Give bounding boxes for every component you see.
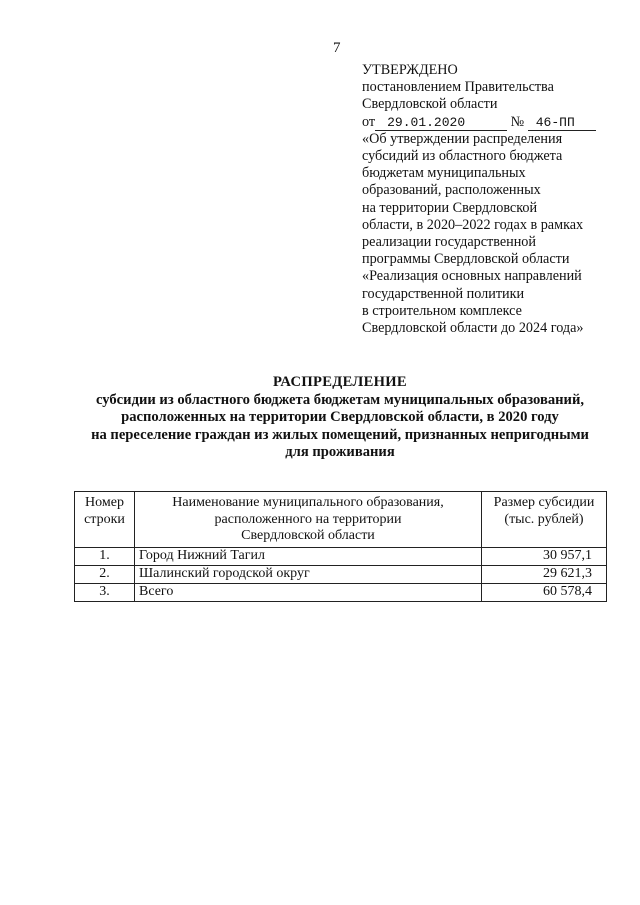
heading-title: РАСПРЕДЕЛЕНИЕ [273, 374, 407, 390]
about-line: области, в 2020–2022 годах в рамках [362, 216, 584, 233]
date-prefix: от [362, 113, 376, 130]
page-number: 7 [333, 40, 341, 56]
table-row [75, 565, 607, 583]
distribution-table [74, 491, 607, 602]
subsidy-amount: 60 578,4 [482, 583, 607, 601]
heading-line: для проживания [285, 444, 395, 461]
approval-line-2: Свердловской области [362, 96, 498, 113]
about-line: на территории Свердловской [362, 199, 538, 216]
header-row-number: Номер строки [75, 492, 135, 548]
decree-number: 46-ПП [528, 115, 596, 131]
about-line: государственной политики [362, 285, 525, 302]
row-number: 3. [75, 583, 135, 601]
about-line: программы Свердловской области [362, 251, 570, 268]
approval-block [362, 62, 612, 337]
document-heading [70, 374, 610, 462]
about-line: образований, расположенных [362, 182, 541, 199]
about-line: бюджетам муниципальных [362, 165, 526, 182]
subsidy-amount: 30 957,1 [482, 547, 607, 565]
header-subsidy-amount: Размер субсидии (тыс. рублей) [482, 492, 607, 548]
decree-date: 29.01.2020 [375, 115, 507, 131]
about-line: реализации государственной [362, 234, 536, 251]
row-number: 2. [75, 565, 135, 583]
municipality-name: Город Нижний Тагил [135, 547, 482, 565]
heading-line: расположенных на территории Свердловской области, в 2020 году [121, 409, 559, 426]
subsidy-amount: 29 621,3 [482, 565, 607, 583]
header-municipality: Наименование муниципального образования, расположенного на территории Свердловской области [135, 492, 482, 548]
table-row [75, 547, 607, 565]
about-line: субсидий из областного бюджета [362, 148, 563, 165]
approval-date-row [362, 114, 612, 131]
table-row [75, 583, 607, 601]
row-number: 1. [75, 547, 135, 565]
municipality-name: Шалинский городской округ [135, 565, 482, 583]
approval-title: УТВЕРЖДЕНО [362, 62, 458, 78]
about-line: «Реализация основных направлений [362, 268, 582, 285]
about-line: в строительном комплексе [362, 302, 522, 319]
heading-line: субсидии из областного бюджета бюджетам муниципальных образований, [96, 391, 584, 408]
number-prefix: № [510, 113, 525, 130]
municipality-name: Всего [135, 583, 482, 601]
about-line: «Об утверждении распределения [362, 130, 563, 147]
approval-line-1: постановлением Правительства [362, 79, 554, 96]
heading-line: на переселение граждан из жилых помещений, признанных непригодными [91, 426, 589, 443]
about-line: Свердловской области до 2024 года» [362, 320, 584, 337]
table-header-row [75, 492, 607, 548]
